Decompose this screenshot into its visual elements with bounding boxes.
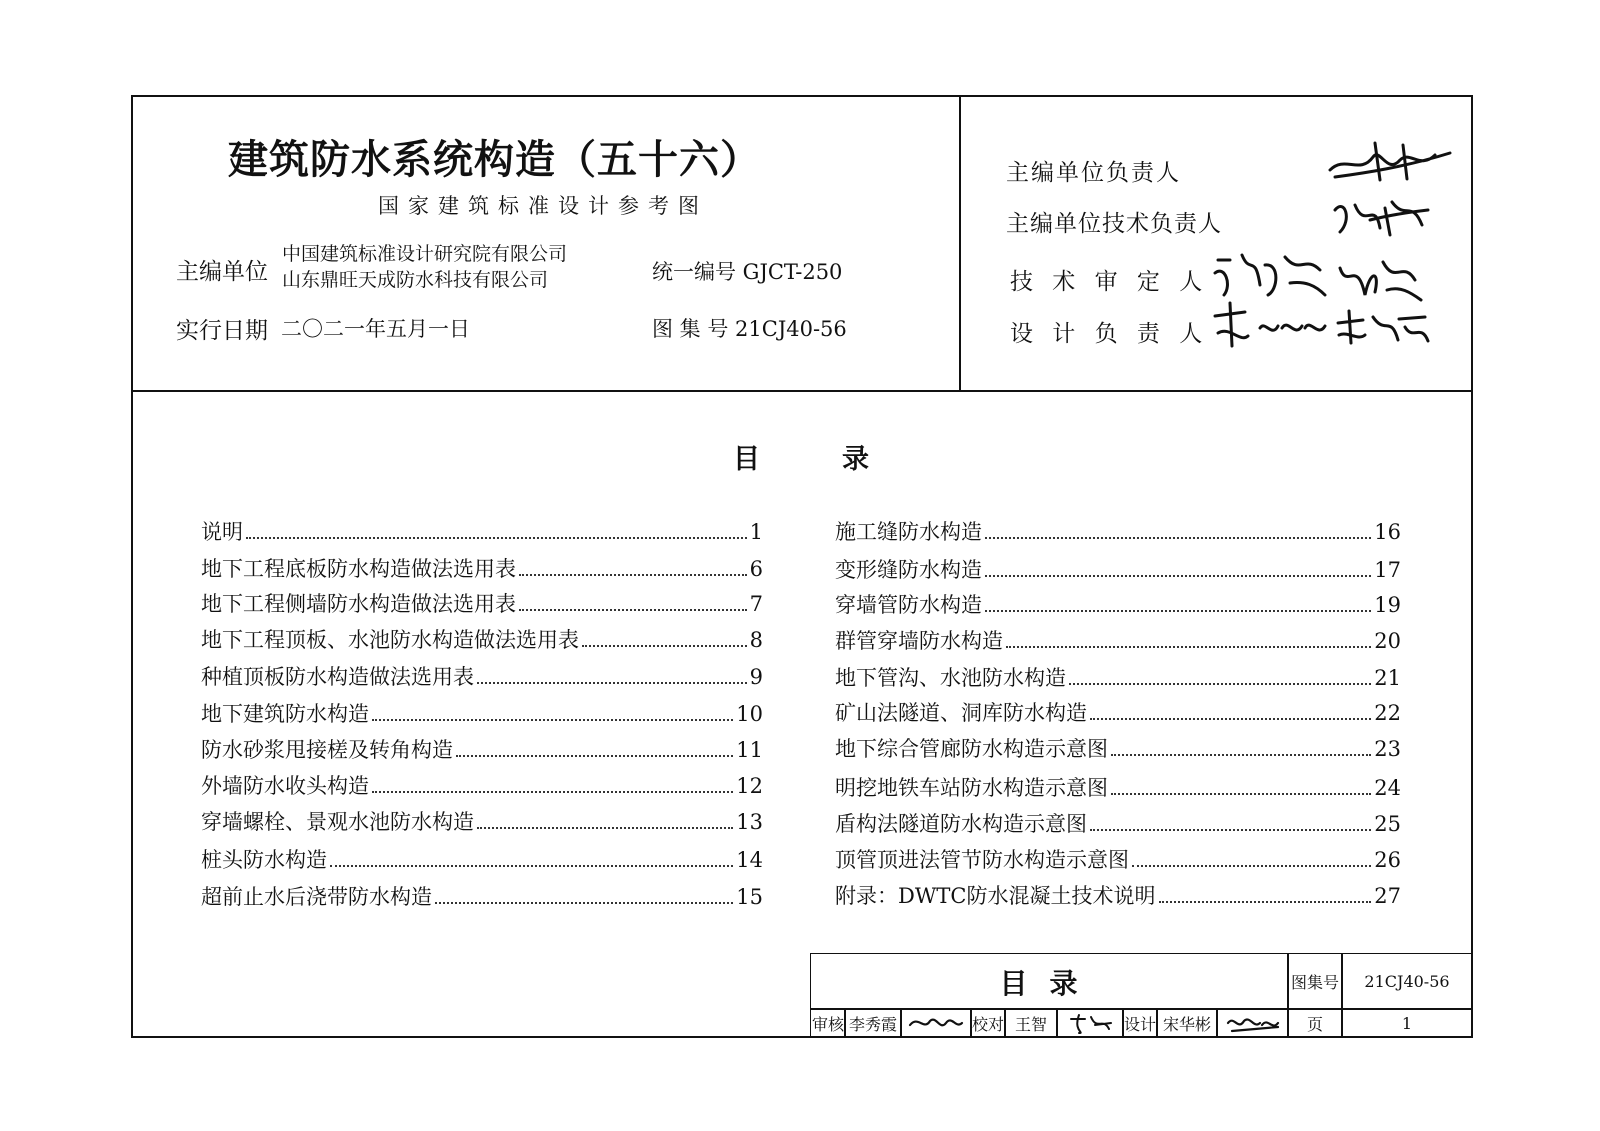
toc-entry-page: 17 — [1374, 558, 1401, 582]
toc-entry-title: 防水砂浆甩接槎及转角构造 — [201, 738, 453, 762]
toc-entry-title: 地下工程侧墙防水构造做法选用表 — [201, 592, 516, 616]
toc-entry-page: 15 — [736, 885, 763, 909]
toc-leader-dots — [372, 791, 733, 793]
toc-leader-dots — [985, 575, 1371, 577]
title-block — [810, 953, 1473, 1038]
effective-date-label: 实行日期 — [176, 318, 268, 344]
toc-entry-page: 27 — [1374, 884, 1401, 908]
toc-entry[interactable] — [835, 516, 1401, 546]
toc-leader-dots — [519, 609, 747, 611]
toc-leader-dots — [519, 574, 747, 576]
toc-entry-title: 变形缝防水构造 — [835, 558, 982, 582]
atlas-number: 图 集 号 21CJ40-56 — [652, 317, 847, 341]
toc-entry[interactable] — [201, 624, 763, 654]
atlas-title: 建筑防水系统构造（五十六） — [228, 137, 761, 183]
signature-design-lead-2 — [1333, 305, 1433, 350]
toc-entry-page: 10 — [736, 702, 763, 726]
approval-label-design-lead: 设 计 负 责 人 — [1010, 321, 1209, 347]
approval-label-chief-tech: 主编单位技术负责人 — [1006, 211, 1222, 237]
toc-leader-dots — [582, 645, 747, 647]
designer-name: 宋华彬 — [1156, 1008, 1218, 1038]
toc-entry-title: 地下综合管廊防水构造示意图 — [835, 737, 1108, 761]
page-number: 1 — [1341, 1008, 1473, 1038]
toc-entry-page: 25 — [1374, 812, 1401, 836]
toc-entry[interactable] — [835, 733, 1401, 763]
toc-entry[interactable] — [835, 554, 1401, 584]
toc-leader-dots — [1159, 901, 1372, 903]
toc-entry-title: 顶管顶进法管节防水构造示意图 — [835, 848, 1129, 872]
toc-entry[interactable] — [835, 589, 1401, 619]
editor-unit-2: 山东鼎旺天成防水科技有限公司 — [282, 269, 549, 291]
toc-heading: 目录 — [733, 444, 951, 475]
toc-entry-title: 说明 — [201, 520, 243, 544]
toc-leader-dots — [1132, 865, 1371, 867]
signature-chief-unit — [1325, 135, 1455, 190]
toc-entry[interactable] — [835, 772, 1401, 802]
toc-leader-dots — [477, 682, 747, 684]
toc-entry[interactable] — [201, 734, 763, 764]
toc-leader-dots — [246, 537, 747, 539]
toc-entry-title: 桩头防水构造 — [201, 848, 327, 872]
toc-entry-title: 种植顶板防水构造做法选用表 — [201, 665, 474, 689]
toc-entry-page: 19 — [1374, 593, 1401, 617]
toc-leader-dots — [477, 827, 733, 829]
toc-entry-title: 穿墙管防水构造 — [835, 593, 982, 617]
toc-entry-page: 21 — [1374, 666, 1401, 690]
toc-entry[interactable] — [201, 770, 763, 800]
toc-entry-page: 13 — [736, 810, 763, 834]
toc-entry[interactable] — [835, 808, 1401, 838]
toc-entry[interactable] — [201, 553, 763, 583]
toc-entry-page: 23 — [1374, 737, 1401, 761]
toc-entry-title: 施工缝防水构造 — [835, 520, 982, 544]
reviewer-signature — [900, 1008, 972, 1038]
signature-chief-tech — [1330, 190, 1430, 245]
toc-entry-title: 超前止水后浇带防水构造 — [201, 885, 432, 909]
toc-entry[interactable] — [201, 516, 763, 546]
toc-leader-dots — [435, 902, 733, 904]
reviewer-name: 李秀霞 — [844, 1008, 902, 1038]
toc-entry-page: 20 — [1374, 629, 1401, 653]
toc-entry[interactable] — [835, 625, 1401, 655]
toc-leader-dots — [372, 719, 733, 721]
sheet-title: 目录 — [810, 953, 1289, 1010]
editor-unit-1: 中国建筑标准设计研究院有限公司 — [282, 243, 568, 265]
toc-entry-title: 附录：DWTC防水混凝土技术说明 — [835, 884, 1156, 908]
toc-entry-page: 24 — [1374, 776, 1401, 800]
toc-entry-title: 矿山法隧道、洞库防水构造 — [835, 701, 1087, 725]
toc-leader-dots — [1006, 646, 1371, 648]
toc-entry-page: 14 — [736, 848, 763, 872]
signature-tech-review-2 — [1335, 250, 1425, 310]
toc-leader-dots — [985, 610, 1371, 612]
approval-label-tech-review: 技 术 审 定 人 — [1010, 269, 1209, 295]
toc-entry[interactable] — [835, 697, 1401, 727]
toc-leader-dots — [1111, 793, 1371, 795]
toc-entry[interactable] — [201, 588, 763, 618]
unified-number: 统一编号 GJCT-250 — [652, 260, 843, 284]
toc-entry-page: 8 — [749, 628, 763, 652]
effective-date: 二〇二一年五月一日 — [281, 317, 470, 341]
toc-entry-page: 22 — [1374, 701, 1401, 725]
checker-name: 王智 — [1004, 1008, 1058, 1038]
toc-entry[interactable] — [201, 806, 763, 836]
toc-entry-page: 7 — [749, 592, 763, 616]
toc-entry[interactable] — [835, 844, 1401, 874]
toc-entry-title: 外墙防水收头构造 — [201, 774, 369, 798]
signature-design-lead-1 — [1210, 298, 1330, 353]
atlas-no-label: 图集号 — [1287, 953, 1343, 1010]
toc-leader-dots — [1090, 829, 1371, 831]
toc-entry[interactable] — [201, 698, 763, 728]
page-label: 页 — [1287, 1008, 1343, 1038]
toc-entry-title: 地下管沟、水池防水构造 — [835, 666, 1066, 690]
header-vertical-divider — [959, 95, 961, 392]
designer-signature — [1216, 1008, 1289, 1038]
approval-label-chief-unit: 主编单位负责人 — [1006, 160, 1181, 186]
toc-entry-page: 12 — [736, 774, 763, 798]
toc-entry[interactable] — [201, 881, 763, 911]
toc-entry-page: 9 — [749, 665, 763, 689]
toc-entry-title: 地下工程底板防水构造做法选用表 — [201, 557, 516, 581]
toc-entry-title: 地下建筑防水构造 — [201, 702, 369, 726]
atlas-no-value: 21CJ40-56 — [1341, 953, 1473, 1010]
toc-entry-title: 盾构法隧道防水构造示意图 — [835, 812, 1087, 836]
checker-signature — [1056, 1008, 1124, 1038]
toc-entry[interactable] — [201, 844, 763, 874]
toc-entry-page: 11 — [736, 738, 763, 762]
check-label: 校对 — [970, 1008, 1006, 1038]
toc-entry-title: 明挖地铁车站防水构造示意图 — [835, 776, 1108, 800]
toc-leader-dots — [1090, 718, 1371, 720]
toc-entry-page: 16 — [1374, 520, 1401, 544]
toc-leader-dots — [456, 755, 733, 757]
toc-leader-dots — [1111, 754, 1371, 756]
toc-entry-page: 6 — [749, 557, 763, 581]
toc-leader-dots — [1069, 683, 1371, 685]
toc-entry[interactable] — [835, 880, 1401, 910]
editor-label: 主编单位 — [176, 259, 268, 285]
toc-entry[interactable] — [201, 661, 763, 691]
toc-leader-dots — [985, 537, 1371, 539]
toc-leader-dots — [330, 865, 733, 867]
toc-entry-title: 群管穿墙防水构造 — [835, 629, 1003, 653]
design-label: 设计 — [1122, 1008, 1158, 1038]
atlas-subtitle: 国家建筑标准设计参考图 — [378, 194, 708, 218]
toc-entry-page: 1 — [749, 520, 763, 544]
toc-entry[interactable] — [835, 662, 1401, 692]
toc-entry-page: 26 — [1374, 848, 1401, 872]
toc-entry-title: 穿墙螺栓、景观水池防水构造 — [201, 810, 474, 834]
toc-entry-title: 地下工程顶板、水池防水构造做法选用表 — [201, 628, 579, 652]
review-label: 审核 — [810, 1008, 846, 1038]
header-divider — [131, 390, 1473, 392]
